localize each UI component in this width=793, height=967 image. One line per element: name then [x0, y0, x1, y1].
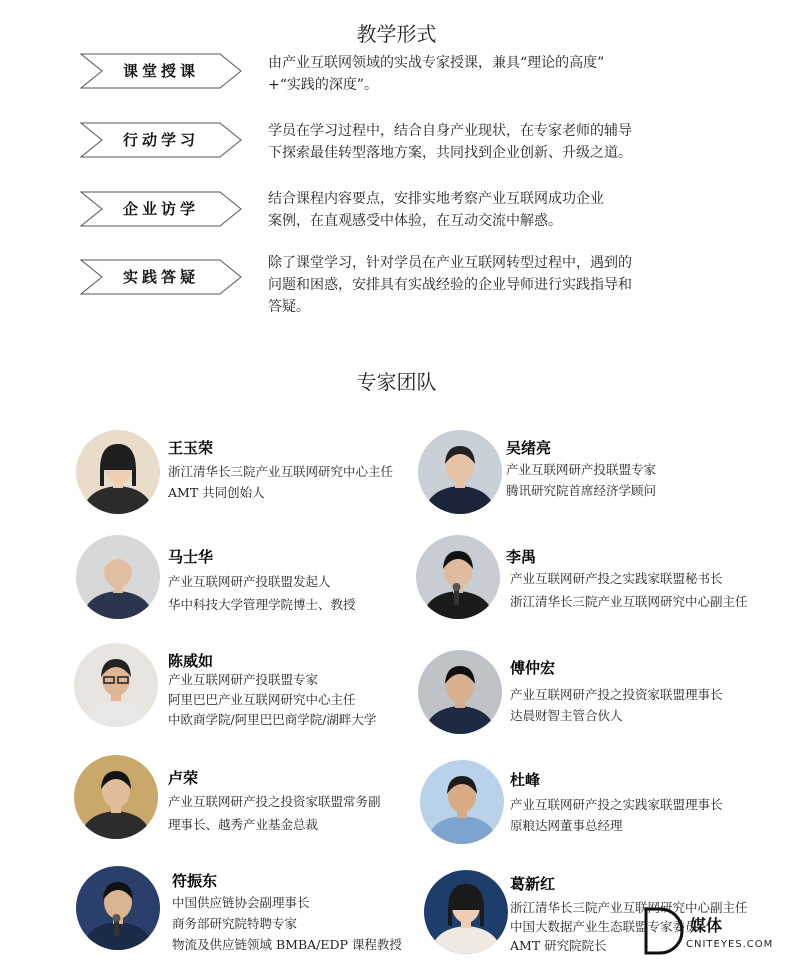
expert-title-line: 产业互联网研产投之实践家联盟理事长: [510, 797, 723, 812]
desc-line: 下探索最佳转型落地方案，共同找到企业创新、升级之道。: [268, 145, 632, 161]
expert-title-line: 中欧商学院/阿里巴巴商学院/湖畔大学: [168, 712, 377, 727]
expert-name: 李禺: [506, 548, 537, 566]
desc-line: 答疑。: [268, 299, 310, 315]
portrait-photo-icon: [76, 866, 160, 950]
expert-title-line: 产业互联网研产投之投资家联盟常务副: [168, 794, 381, 809]
desc-line: +“实践的深度”。: [268, 77, 379, 93]
portrait-photo-icon: [74, 755, 158, 839]
portrait-photo-icon: [420, 760, 504, 844]
experts-title: 专家团队: [356, 370, 437, 394]
tag-company-visit: [80, 191, 242, 227]
portrait-photo-icon: [76, 535, 160, 619]
teaching-desc-4: [268, 252, 688, 318]
expert-title-line: 物流及供应链领域 BMBA/EDP 课程教授: [172, 937, 402, 952]
expert-title-line: 产业互联网研产投之实践家联盟秘书长: [510, 571, 723, 586]
expert-name: 符振东: [172, 872, 218, 890]
expert-title-line: 中国供应链协会副理事长: [172, 895, 310, 910]
expert-title-line: 阿里巴巴产业互联网研究中心主任: [168, 692, 356, 707]
desc-line: 案例，在直观感受中体验，在互动交流中解惑。: [268, 213, 562, 229]
expert-photo: [420, 760, 504, 844]
watermark-logo-icon: [640, 905, 684, 957]
expert-title-line: 中国大数据产业生态联盟专家委员: [510, 919, 698, 934]
portrait-photo-icon: [418, 650, 502, 734]
watermark-sub: CNITEYES.COM: [686, 939, 774, 950]
expert-title-line: 达晨财智主管合伙人: [510, 708, 623, 723]
expert-title-line: 浙江清华长三院产业互联网研究中心副主任: [510, 594, 748, 609]
teaching-desc-2: [268, 120, 688, 164]
portrait-photo-icon: [416, 535, 500, 619]
expert-title-line: AMT 研究院院长: [510, 938, 607, 953]
portrait-photo-icon: [424, 870, 508, 954]
expert-name: 王玉荣: [168, 439, 214, 457]
watermark-text: 媒体: [690, 916, 723, 935]
expert-name: 傅仲宏: [510, 659, 556, 677]
expert-title-line: 华中科技大学管理学院博士、教授: [168, 597, 356, 612]
tag-label: 实践答疑: [122, 268, 199, 286]
expert-photo: [76, 430, 160, 514]
expert-photo: [74, 755, 158, 839]
expert-name: 吴绪亮: [506, 439, 552, 457]
expert-name: 马士华: [168, 548, 214, 566]
tag-label: 企业访学: [122, 200, 199, 218]
expert-photo: [76, 866, 160, 950]
expert-photo: [74, 643, 158, 727]
expert-name: 杜峰: [510, 771, 541, 789]
expert-title-line: 商务部研究院特聘专家: [172, 916, 298, 931]
desc-line: 除了课堂学习，针对学员在产业互联网转型过程中，遇到的: [268, 255, 632, 271]
expert-photo: [76, 535, 160, 619]
expert-title-line: 浙江清华长三院产业互联网研究中心主任: [168, 464, 394, 479]
desc-line: 学员在学习过程中，结合自身产业现状，在专家老师的辅导: [268, 123, 632, 139]
portrait-photo-icon: [76, 430, 160, 514]
expert-title-line: 理事长、越秀产业基金总裁: [168, 817, 319, 832]
tag-practice-qa: [80, 259, 242, 295]
desc-line: 由产业互联网领域的实战专家授课，兼具“理论的高度”: [268, 55, 605, 71]
portrait-photo-icon: [74, 643, 158, 727]
expert-photo: [418, 650, 502, 734]
expert-title-line: 腾讯研究院首席经济学顾问: [506, 483, 657, 498]
tag-action-learning: [80, 122, 242, 158]
expert-title-line: 产业互联网研产投联盟专家: [506, 462, 657, 477]
expert-title-line: 产业互联网研产投联盟专家: [168, 672, 319, 687]
expert-title-line: 浙江清华长三院产业互联网研究中心副主任: [510, 900, 748, 915]
teaching-title: 教学形式: [356, 22, 437, 46]
portrait-photo-icon: [418, 430, 502, 514]
teaching-desc-1: [268, 52, 688, 96]
teaching-desc-3: [268, 188, 688, 232]
watermark: [640, 905, 790, 961]
expert-photo: [418, 430, 502, 514]
tag-lecture: [80, 53, 242, 89]
expert-name: 葛新红: [510, 875, 556, 893]
desc-line: 结合课程内容要点，安排实地考察产业互联网成功企业: [268, 191, 604, 207]
tag-label: 课堂授课: [122, 62, 199, 80]
expert-title-line: 产业互联网研产投联盟发起人: [168, 574, 331, 589]
expert-title-line: AMT 共同创始人: [168, 485, 265, 500]
expert-title-line: 产业互联网研产投之投资家联盟理事长: [510, 687, 723, 702]
desc-line: 问题和困惑，安排具有实战经验的企业导师进行实践指导和: [268, 277, 632, 293]
expert-name: 卢荣: [168, 769, 199, 787]
expert-photo: [424, 870, 508, 954]
tag-label: 行动学习: [122, 131, 199, 149]
expert-title-line: 原粮达网董事总经理: [510, 818, 623, 833]
expert-name: 陈威如: [168, 652, 214, 670]
expert-photo: [416, 535, 500, 619]
